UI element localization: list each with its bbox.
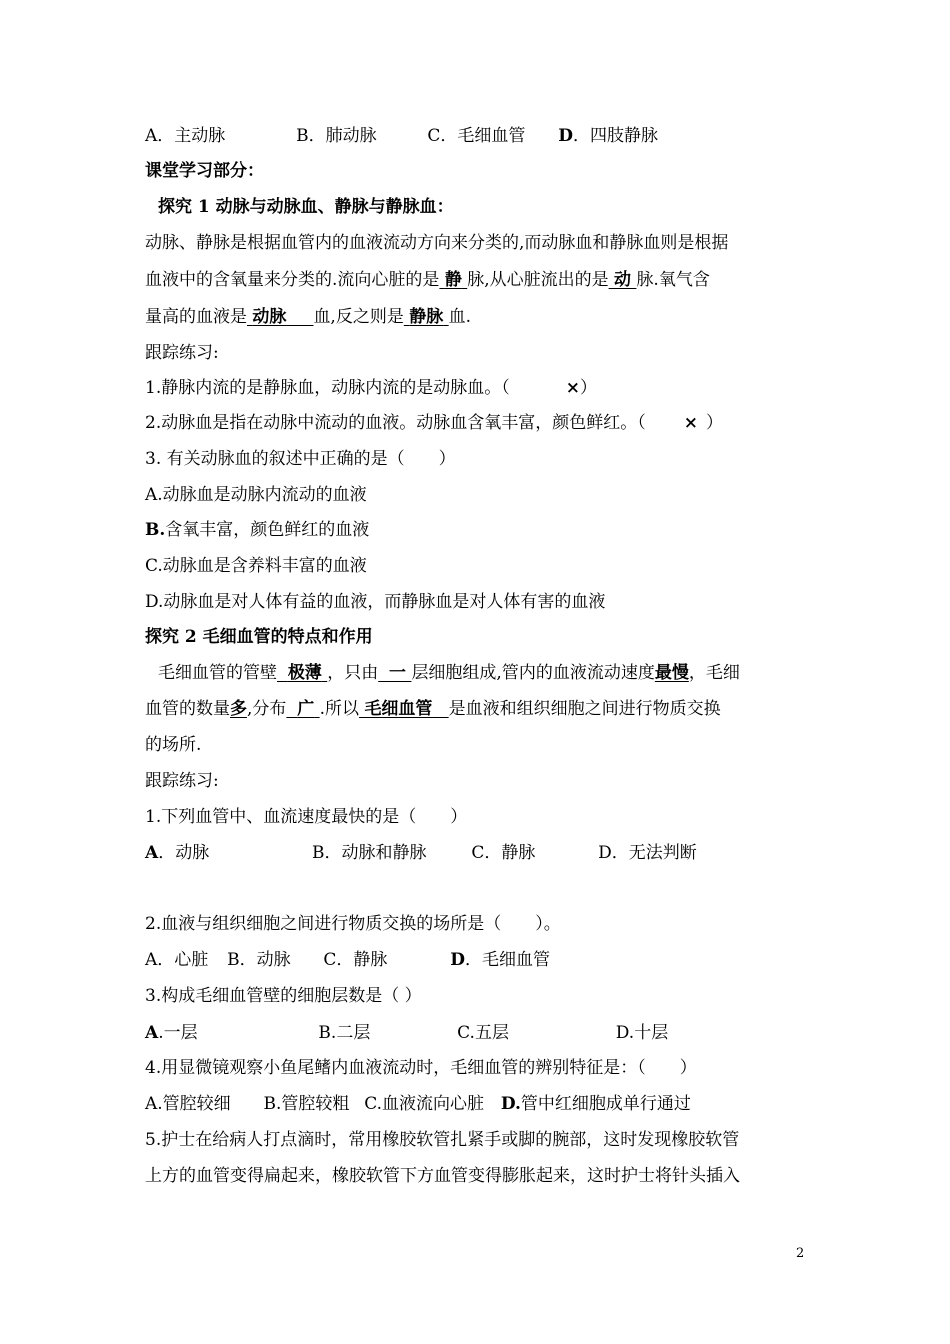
blank	[359, 699, 449, 719]
text-span: ，只由	[327, 663, 379, 683]
question-text: 2.动脉血是指在动脉中流动的血液。动脉血含氧丰富，颜色鲜红。（	[145, 413, 646, 433]
answer-mark: ×	[565, 378, 580, 398]
answer-text: 动脉	[252, 307, 287, 327]
answer-text: 动	[614, 270, 632, 290]
text-span: 血,反之则是	[313, 307, 404, 327]
question-3-option-d: D.动脉血是对人体有益的血液，而静脉血是对人体有害的血液	[145, 592, 606, 612]
blank	[277, 663, 327, 683]
option-d-letter: D	[558, 126, 573, 146]
question-3-option-b	[145, 518, 369, 542]
option-b: B.管腔较粗	[263, 1094, 350, 1114]
practice-3-options	[145, 1021, 668, 1045]
answer-mark: ×	[683, 413, 698, 433]
answer-text: 最慢	[654, 663, 689, 683]
paragraph-line: 的场所.	[145, 735, 202, 755]
answer-text: 极薄	[287, 663, 322, 683]
option-a: A．主动脉	[145, 126, 226, 146]
option-a: A．心脏	[145, 950, 209, 970]
option-d: D.十层	[615, 1023, 669, 1043]
blank	[439, 270, 467, 290]
section-heading: 课堂学习部分：	[145, 161, 264, 181]
option-line	[145, 124, 658, 148]
option-b: B．动脉和静脉	[312, 843, 427, 863]
question-text: 1.静脉内流的是静脉血，动脉内流的是动脉血。（	[145, 378, 510, 398]
answer-text: 静脉	[409, 307, 444, 327]
option-c: C.五层	[457, 1023, 509, 1043]
question-2	[145, 411, 723, 435]
answer-text: 静	[444, 270, 462, 290]
blank	[286, 699, 319, 719]
answer-text: 多	[230, 699, 247, 719]
option-b: B．肺动脉	[296, 126, 377, 146]
text-span: ）	[579, 378, 597, 398]
text-span: 层细胞组成,管内的血液流动速度	[411, 663, 655, 683]
option-c: C．静脉	[471, 843, 536, 863]
text-span: ,分布	[247, 699, 287, 719]
paragraph-line	[145, 268, 710, 292]
option-a: .一层	[158, 1023, 198, 1043]
text-span: 血管的数量	[145, 699, 230, 719]
option-d: D．无法判断	[598, 843, 697, 863]
paragraph-line	[145, 697, 721, 721]
option-d: ．毛细血管	[464, 950, 550, 970]
practice-2-options	[145, 948, 550, 972]
question-3: 3. 有关动脉血的叙述中正确的是（ ）	[145, 449, 456, 469]
blank	[609, 270, 637, 290]
practice-5-line: 上方的血管变得扁起来，橡胶软管下方血管变得膨胀起来，这时护士将针头插入	[145, 1166, 740, 1186]
practice-4-options	[145, 1092, 691, 1116]
option-letter: B.	[145, 520, 166, 540]
option-letter: A	[145, 1023, 159, 1043]
option-c: C．毛细血管	[427, 126, 526, 146]
text-span: 毛细血管的管壁	[158, 663, 277, 683]
text-span: .所以	[319, 699, 360, 719]
text-span: 血.	[448, 307, 472, 327]
practice-2: 2.血液与组织细胞之间进行物质交换的场所是（ ）。	[145, 914, 561, 934]
option-letter: D	[450, 950, 465, 970]
blank	[404, 307, 449, 327]
text-span: ，毛细	[688, 663, 740, 683]
option-d: ．四肢静脉	[572, 126, 658, 146]
text-span: 脉,从心脏流出的是	[467, 270, 609, 290]
option-a: A.管腔较细	[145, 1094, 231, 1114]
track-heading: 跟踪练习:	[145, 771, 219, 791]
practice-4: 4.用显微镜观察小鱼尾鳍内血液流动时，毛细血管的辨别特征是：（ ）	[145, 1058, 697, 1078]
text-span: 是血液和组织细胞之间进行物质交换	[448, 699, 721, 719]
option-a: ．动脉	[158, 843, 210, 863]
track-heading: 跟踪练习:	[145, 343, 219, 363]
option-letter: A	[145, 843, 159, 863]
answer-text: 广	[297, 699, 315, 719]
explore-2-heading: 探究 2 毛细血管的特点和作用	[145, 627, 373, 647]
option-c: C．静脉	[323, 950, 388, 970]
practice-1: 1.下列血管中、血流速度最快的是（ ）	[145, 807, 468, 827]
question-3-option-a: A.动脉血是动脉内流动的血液	[145, 485, 367, 505]
question-3-option-c: C.动脉血是含养料丰富的血液	[145, 556, 367, 576]
blank	[378, 663, 411, 683]
practice-3: 3.构成毛细血管壁的细胞层数是（ ）	[145, 986, 422, 1006]
option-c: C.血液流向心脏	[364, 1094, 485, 1114]
option-letter: D.	[500, 1094, 521, 1114]
text-span: ）	[705, 413, 723, 433]
text-span: 量高的血液是	[145, 307, 247, 327]
answer-text: 毛细血管	[364, 699, 433, 719]
option-b: B.二层	[318, 1023, 371, 1043]
explore-1-heading: 探究 1 动脉与动脉血、静脉与静脉血：	[158, 197, 454, 217]
practice-5-line: 5.护士在给病人打点滴时，常用橡胶软管扎紧手或脚的腕部，这时发现橡胶软管	[145, 1130, 740, 1150]
paragraph-line	[158, 661, 740, 685]
question-1	[145, 376, 597, 400]
answer-text: 一	[389, 663, 407, 683]
option-d: 管中红细胞成单行通过	[520, 1094, 691, 1114]
paragraph-line	[145, 305, 471, 329]
option-text: 含氧丰富，颜色鲜红的血液	[165, 520, 370, 540]
text-span: 血液中的含氧量来分类的.流向心脏的是	[145, 270, 440, 290]
paragraph-line: 动脉、静脉是根据血管内的血液流动方向来分类的,而动脉血和静脉血则是根据	[145, 233, 729, 253]
blank	[247, 307, 313, 327]
text-span: 脉.氧气含	[636, 270, 710, 290]
option-b: B．动脉	[227, 950, 291, 970]
practice-1-options	[145, 841, 697, 865]
page-number: 2	[796, 1246, 805, 1261]
